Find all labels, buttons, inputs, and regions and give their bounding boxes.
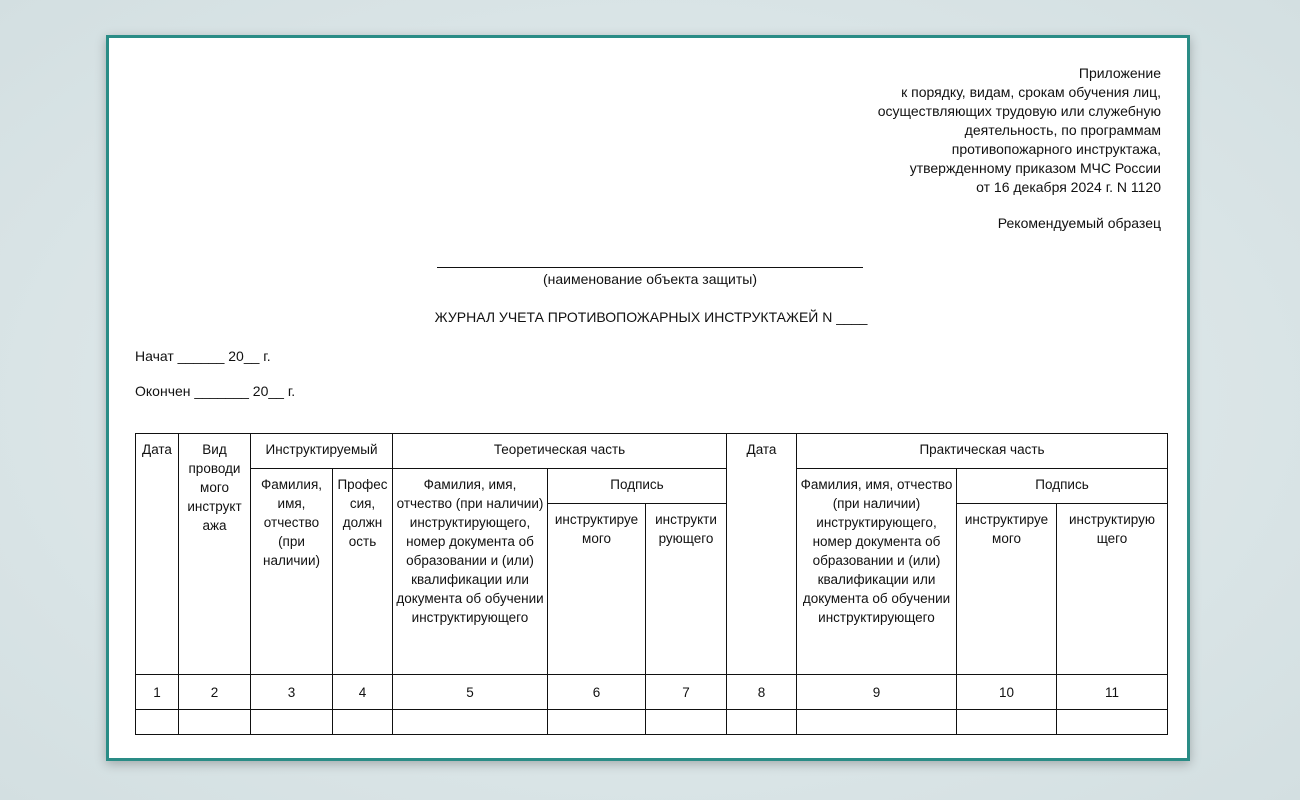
appendix-block [878, 64, 1161, 197]
column-number: 1 [136, 675, 179, 710]
document-page [106, 35, 1190, 761]
header-theory-instructor-name: Фамилия, имя, отчество (при наличии) инструктирующего, номер документа об образовании и (или) квалификации или документа об обучении инструктирующего [393, 469, 548, 675]
empty-cell [179, 710, 251, 735]
column-number: 3 [251, 675, 333, 710]
header-practice-sig-instructor: инструктирую щего [1057, 504, 1168, 675]
header-practice-sig-instructed: инструктируе мого [957, 504, 1057, 675]
object-name-line [437, 267, 863, 268]
started-date: Начат ______ 20__ г. [135, 348, 271, 364]
journal-title: ЖУРНАЛ УЧЕТА ПРОТИВОПОЖАРНЫХ ИНСТРУКТАЖЕЙ N ____ [434, 309, 868, 325]
appendix-line: Приложение [1078, 65, 1161, 81]
column-number: 8 [727, 675, 797, 710]
appendix-line: утвержденному приказом МЧС России [909, 160, 1161, 176]
header-theory-sig-instructor: инструкти рующего [646, 504, 727, 675]
journal-table [135, 433, 1168, 735]
empty-cell [1057, 710, 1168, 735]
column-number: 9 [797, 675, 957, 710]
header-date-2: Дата [727, 434, 797, 675]
appendix-line: противопожарного инструктажа, [951, 141, 1161, 157]
column-number: 4 [333, 675, 393, 710]
column-number: 2 [179, 675, 251, 710]
column-number: 5 [393, 675, 548, 710]
header-theory-sig-instructed: инструктируе мого [548, 504, 646, 675]
recommended-sample-label: Рекомендуемый образец [997, 215, 1161, 231]
empty-cell [333, 710, 393, 735]
header-profession: Профес сия, должн ость [333, 469, 393, 675]
empty-cell [727, 710, 797, 735]
header-instruction-type: Вид проводи мого инструкт ажа [179, 434, 251, 675]
empty-cell [393, 710, 548, 735]
appendix-line: к порядку, видам, срокам обучения лиц, [901, 84, 1161, 100]
header-practice-instructor-name: Фамилия, имя, отчество (при наличии) инструктирующего, номер документа об образовании и (или) квалификации или документа об обучении инструктирующего [797, 469, 957, 675]
column-number: 10 [957, 675, 1057, 710]
column-number: 6 [548, 675, 646, 710]
header-theory-signature: Подпись [548, 469, 727, 504]
ended-date: Окончен _______ 20__ г. [135, 383, 296, 399]
appendix-line: деятельность, по программам [964, 122, 1161, 138]
header-instructed-name: Фамилия, имя, отчество (при наличии) [251, 469, 333, 675]
header-theory-group: Теоретическая часть [393, 434, 727, 469]
empty-cell [957, 710, 1057, 735]
empty-cell [251, 710, 333, 735]
header-practice-group: Практическая часть [797, 434, 1168, 469]
empty-cell [797, 710, 957, 735]
column-number: 11 [1057, 675, 1168, 710]
appendix-line: осуществляющих трудовую или служебную [877, 103, 1161, 119]
header-date: Дата [136, 434, 179, 675]
empty-cell [646, 710, 727, 735]
appendix-line: от 16 декабря 2024 г. N 1120 [976, 179, 1161, 195]
header-instructed-group: Инструктируемый [251, 434, 393, 469]
empty-cell [548, 710, 646, 735]
header-practice-signature: Подпись [957, 469, 1168, 504]
object-name-caption: (наименование объекта защиты) [543, 271, 757, 287]
empty-cell [136, 710, 179, 735]
column-number: 7 [646, 675, 727, 710]
empty-entry-row [136, 710, 1168, 735]
